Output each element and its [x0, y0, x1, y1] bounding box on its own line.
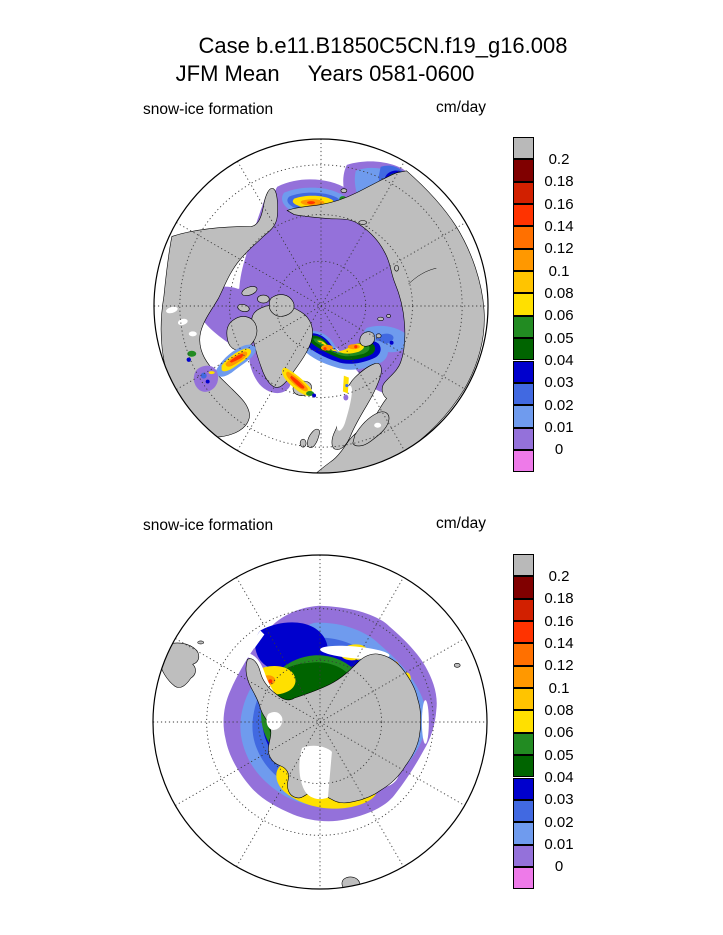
colorbar-cell	[513, 867, 534, 889]
colorbar-cell	[513, 338, 534, 360]
north-units-label: cm/day	[436, 99, 486, 116]
colorbar-tick-label: 0.2	[548, 150, 570, 168]
colorbar-tick-label: 0.05	[544, 329, 574, 347]
colorbar-tick-label: 0.06	[544, 724, 574, 742]
season-label: JFM Mean	[175, 61, 280, 86]
colorbar-tick-label: 0.05	[544, 746, 574, 764]
years-label: Years 0581-0600	[307, 61, 475, 86]
colorbar-cell	[513, 383, 534, 405]
colorbar-tick-label: 0.16	[544, 195, 574, 213]
colorbar-cell	[513, 778, 534, 800]
colorbar-tick-label: 0.02	[544, 396, 574, 414]
south-colorbar	[513, 554, 585, 890]
colorbar-cell	[513, 576, 534, 598]
north-variable-label: snow-ice formation	[143, 101, 274, 118]
colorbar-tick-label: 0.1	[548, 679, 570, 697]
figure-subtitle	[176, 61, 475, 87]
colorbar-cell	[513, 733, 534, 755]
colorbar-tick-label: 0.18	[544, 590, 574, 608]
colorbar-tick-label: 0.01	[544, 419, 574, 437]
colorbar-tick-label: 0	[554, 441, 564, 459]
colorbar-tick-label: 0.04	[544, 769, 574, 786]
colorbar-tick-label: 0.01	[544, 836, 574, 854]
colorbar-tick-label: 0.12	[544, 240, 574, 258]
colorbar-cell	[513, 599, 534, 621]
colorbar-tick-label: 0.03	[544, 791, 574, 809]
colorbar-tick-label: 0.08	[544, 701, 574, 719]
colorbar-cell	[513, 688, 534, 710]
colorbar-cell	[513, 822, 534, 844]
north-polar-map	[152, 137, 490, 475]
colorbar-cell	[513, 226, 534, 248]
south-variable-label: snow-ice formation	[143, 517, 274, 534]
colorbar-tick-label: 0.18	[544, 173, 574, 191]
colorbar-tick-label: 0.06	[544, 307, 574, 325]
colorbar-cell	[513, 621, 534, 643]
colorbar-cell	[513, 428, 534, 450]
south-units-label: cm/day	[436, 515, 486, 532]
colorbar-cell	[513, 710, 534, 732]
south-polar-map	[151, 553, 489, 891]
colorbar-tick-label: 0.1	[548, 262, 570, 280]
figure-title: Case b.e11.B1850C5CN.f19_g16.008	[198, 33, 568, 58]
colorbar-cell	[513, 182, 534, 204]
colorbar-tick-label: 0.12	[544, 657, 574, 675]
colorbar-tick-label: 0.08	[544, 284, 574, 302]
colorbar-tick-label: 0.04	[544, 352, 574, 369]
colorbar-cell	[513, 137, 534, 159]
colorbar-cell	[513, 249, 534, 271]
colorbar-cell	[513, 755, 534, 777]
colorbar-cell	[513, 316, 534, 338]
colorbar-cell	[513, 643, 534, 665]
colorbar-tick-label: 0.2	[548, 567, 570, 585]
north-colorbar	[513, 137, 585, 473]
colorbar-cell	[513, 800, 534, 822]
colorbar-cell	[513, 405, 534, 427]
colorbar-cell	[513, 666, 534, 688]
colorbar-cell	[513, 271, 534, 293]
colorbar-cell	[513, 554, 534, 576]
colorbar-tick-label: 0.14	[544, 217, 574, 235]
baltic-formation	[343, 376, 349, 401]
colorbar-cell	[513, 293, 534, 315]
colorbar-cell	[513, 159, 534, 181]
colorbar-tick-label: 0	[554, 858, 564, 876]
colorbar-tick-label: 0.14	[544, 634, 574, 652]
colorbar-tick-label: 0.02	[544, 813, 574, 831]
colorbar-tick-label: 0.16	[544, 612, 574, 630]
colorbar-cell	[513, 845, 534, 867]
colorbar-cell	[513, 450, 534, 472]
colorbar-tick-label: 0.03	[544, 374, 574, 392]
colorbar-cell	[513, 361, 534, 383]
colorbar-cell	[513, 204, 534, 226]
